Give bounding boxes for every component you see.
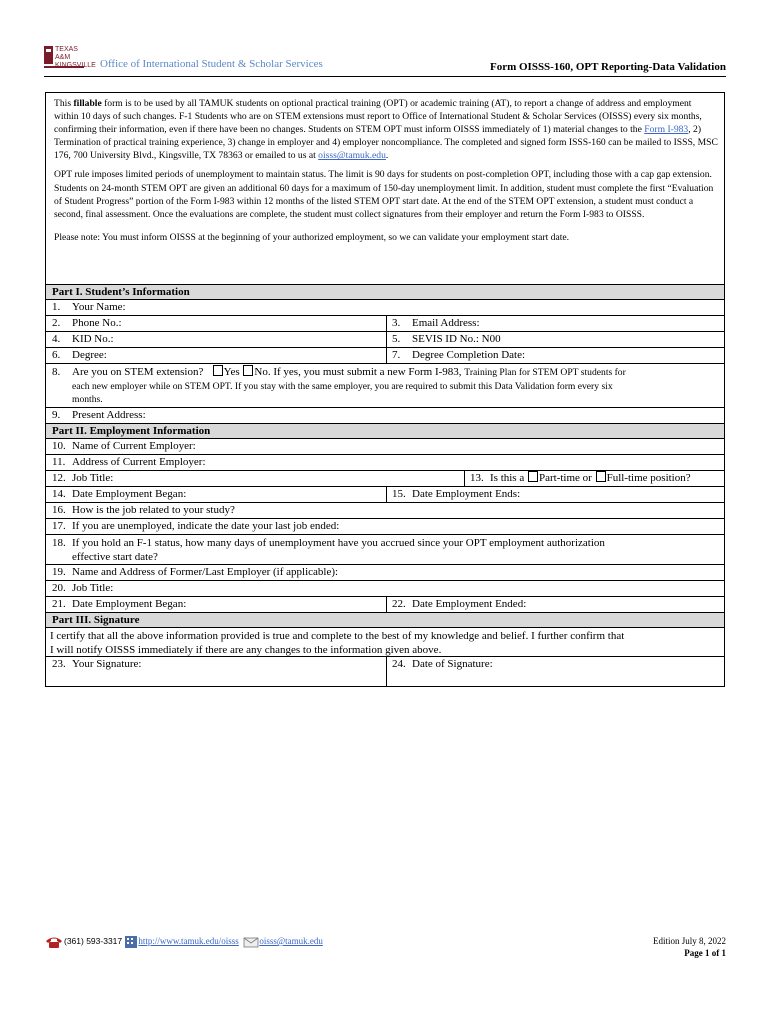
field-number: 19. [52, 566, 66, 578]
field-label: If you are unemployed, indicate the date your last job ended: [72, 520, 340, 532]
part-time-checkbox[interactable] [528, 471, 538, 482]
certify-line2: I will notify OISSS immediately if there are any changes to the information given above. [50, 644, 442, 656]
intro-text-c: , 2) Termination of practical training experience, 3) change in employer and 4) employer noncompliance. The completed and signed form ISSS-160 can be mailed to ISSS, MSC 176, 700 University Blvd., Kingsville, TX 78363 or emailed to us at [54, 124, 718, 162]
part2-header [46, 423, 724, 438]
field-position-type [464, 471, 691, 486]
field-your-name[interactable] [46, 300, 126, 315]
header-rule [44, 76, 726, 77]
full-time-checkbox[interactable] [596, 471, 606, 482]
field-label: Job Title: [72, 472, 114, 484]
page-number: Page 1 of 1 [684, 948, 726, 958]
field-number: 14. [52, 488, 66, 500]
footer-phone: (361) 593-3317 [64, 936, 123, 947]
field-number: 10. [52, 440, 66, 452]
intro-text-b: form is to be used by all TAMUK students on optional practical training (OPT) or academic training (AT), to report a change of address and employment within 10 days of such changes. F-1 Students who are on STEM extensions must report to Office of International Student & Scholar Services (OISSS) every six months, confirming their information, even if there have been no changes. Students on STEM OPT must inform OISSS immediately of 1) material changes to the [54, 98, 702, 136]
field-number: 1. [52, 301, 61, 313]
footer-edition-block [653, 935, 726, 959]
certify-text [46, 628, 624, 657]
stem-yes-checkbox[interactable] [213, 365, 223, 376]
part1-header [46, 284, 724, 299]
field-number: 8. [52, 366, 61, 378]
field-number: 18. [52, 537, 66, 549]
field-job-title[interactable] [46, 471, 113, 486]
part3-header [46, 612, 724, 627]
part1-title: Part I. Student’s Information [52, 286, 190, 298]
field-row-stem [46, 363, 724, 407]
field-current-employer[interactable] [46, 439, 196, 454]
page-header [44, 44, 726, 80]
field-former-began[interactable] [46, 597, 186, 612]
form-container [45, 92, 725, 687]
field-number: 20. [52, 582, 66, 594]
field-number: 24. [392, 658, 406, 670]
field-row-4 [46, 347, 724, 363]
field-row-3 [46, 331, 724, 347]
stem-yes-label: Yes [223, 366, 240, 378]
intro-text [54, 97, 718, 250]
field-number: 21. [52, 598, 66, 610]
part-time-label: Part-time or [538, 472, 595, 484]
field-label: Present Address: [72, 409, 146, 421]
intro-text-a: This [54, 98, 74, 109]
field-label: Name of Current Employer: [72, 440, 196, 452]
fillable-word: fillable [73, 98, 102, 109]
signature-row [46, 656, 724, 687]
field-label: Date Employment Ended: [412, 598, 527, 610]
field-employment-began[interactable] [46, 487, 186, 502]
field-label: Degree: [72, 349, 107, 361]
field-label: Your Name: [72, 301, 126, 313]
field-label: Name and Address of Former/Last Employer (if applicable): [72, 566, 339, 578]
field-former-ended[interactable] [386, 597, 526, 612]
intro-email-link[interactable]: oisss@tamuk.edu [318, 150, 386, 162]
certify-row [46, 627, 724, 657]
position-question: Is this a [490, 472, 527, 484]
field-label: Date Employment Began: [72, 488, 187, 500]
field-number: 4. [52, 333, 61, 345]
field-row-21 [46, 596, 724, 612]
field-row-18 [46, 534, 724, 564]
field-kid[interactable] [46, 332, 114, 347]
stem-text-small: Training Plan for STEM OPT students for [464, 367, 626, 378]
field-label: Address of Current Employer: [72, 456, 206, 468]
field-row-17 [46, 518, 724, 534]
field-row-11 [46, 454, 724, 470]
stem-no-label: No. [254, 366, 271, 378]
footer-email-link[interactable]: oisss@tamuk.edu [259, 936, 323, 947]
phone-icon [44, 935, 64, 949]
part2-title: Part II. Employment Information [52, 425, 211, 437]
intro-paragraph-1 [54, 97, 718, 162]
field-phone[interactable] [46, 316, 122, 331]
field-label: Date Employment Ends: [412, 488, 521, 500]
part3-title: Part III. Signature [52, 614, 140, 626]
page-footer [44, 935, 726, 975]
field-label: How is the job related to your study? [72, 504, 235, 516]
edition-date: Edition July 8, 2022 [652, 936, 726, 946]
field-label: KID No.: [72, 333, 114, 345]
field-label: SEVIS ID No.: N00 [412, 333, 501, 345]
field-number: 12. [52, 472, 66, 484]
intro-paragraph-3: Please note: You must inform OISSS at the beginning of your authorized employment, so we can validate your employment start date. [54, 231, 570, 243]
field-label: Your Signature: [72, 658, 142, 670]
stem-no-checkbox[interactable] [243, 365, 253, 376]
field-row-16 [46, 502, 724, 518]
field-row-14 [46, 486, 724, 502]
field-number: 2. [52, 317, 61, 329]
field-job-related[interactable] [46, 503, 235, 518]
field-number: 7. [392, 349, 401, 361]
field-sevis-id[interactable] [386, 332, 501, 347]
field-signature-date[interactable] [386, 657, 493, 672]
field-label: Phone No.: [72, 317, 122, 329]
form-i983-link[interactable]: Form I-983 [644, 124, 689, 136]
field-number: 15. [392, 488, 406, 500]
office-name: Office of International Student & Scholar Services [100, 58, 323, 70]
field-number: 9. [52, 409, 61, 421]
field-label: Job Title: [72, 582, 114, 594]
building-icon [124, 935, 138, 949]
field-signature[interactable] [46, 657, 141, 672]
field-row-12 [46, 470, 724, 486]
intro-text-d: . [385, 150, 389, 162]
stem-text: If yes, you must submit a new Form I-983, [270, 366, 465, 378]
intro-paragraph-2: OPT rule imposes limited periods of unemployment to maintain status. The limit is 90 days for students on post-completion OPT, including those with a cap gap extension. Students on 24-month STEM OPT are given an additional 60 days for a maximum of 150-day unemployment limit. In addition, student must complete the first “Evaluation of Student Progress” portion of the Form I-983 within 12 months of the listed STEM OPT start date. At the end of the STEM OPT extension, a student must conduct a second, final assessment. Once the evaluations are complete, the student must collect signatures from their employer and return the Form I-983 to OISSS. [54, 169, 714, 220]
stem-question: Are you on STEM extension? [72, 366, 204, 378]
field-row-10 [46, 438, 724, 454]
footer-contacts [44, 935, 323, 949]
field-number: 17. [52, 520, 66, 532]
field-number: 22. [392, 598, 406, 610]
field-label: If you hold an F-1 status, how many days of unemployment have you accrued since your OPT employment authorization [72, 537, 605, 549]
field-degree-completion[interactable] [386, 348, 525, 363]
field-number: 16. [52, 504, 66, 516]
form-title: Form OISSS-160, OPT Reporting-Data Validation [489, 61, 726, 73]
field-row-address [46, 407, 724, 423]
full-time-label: Full-time position? [606, 472, 691, 484]
field-number: 6. [52, 349, 61, 361]
field-number: 5. [392, 333, 401, 345]
field-number: 23. [52, 658, 66, 670]
field-employer-address[interactable] [46, 455, 206, 470]
field-employment-ends[interactable] [386, 487, 520, 502]
field-number: 3. [392, 317, 401, 329]
field-label: Email Address: [412, 317, 480, 329]
footer-website-link[interactable]: http://www.tamuk.edu/oisss [138, 936, 239, 947]
envelope-icon [243, 936, 259, 948]
field-present-address[interactable] [46, 408, 146, 423]
field-last-job-ended[interactable] [46, 519, 339, 534]
field-former-job-title[interactable] [46, 581, 113, 596]
stem-text-line2: each new employer while on STEM OPT. If you stay with the same employer, you are required to submit this Data Validation form every six [72, 381, 613, 392]
field-row-20 [46, 580, 724, 596]
field-label: Date Employment Began: [72, 598, 187, 610]
field-email[interactable] [386, 316, 480, 331]
field-unemployment-days[interactable] [46, 535, 605, 564]
field-row-1 [46, 299, 724, 315]
stem-text-line3: months. [72, 394, 103, 405]
field-label: Degree Completion Date: [412, 349, 526, 361]
certify-line1: I certify that all the above information provided is true and complete to the best of my knowledge and belief. I further confirm that [50, 630, 625, 642]
field-number: 11. [52, 456, 66, 468]
field-degree[interactable] [46, 348, 107, 363]
field-former-employer[interactable] [46, 565, 338, 580]
field-row-2 [46, 315, 724, 331]
logo-text: TEXAS A&M KINGSVILLE [55, 46, 96, 69]
field-label: Date of Signature: [412, 658, 493, 670]
field-number: 13. [470, 472, 484, 484]
field-row-19 [46, 564, 724, 580]
field-label-line2: effective start date? [72, 551, 158, 563]
field-stem-extension [46, 364, 626, 406]
